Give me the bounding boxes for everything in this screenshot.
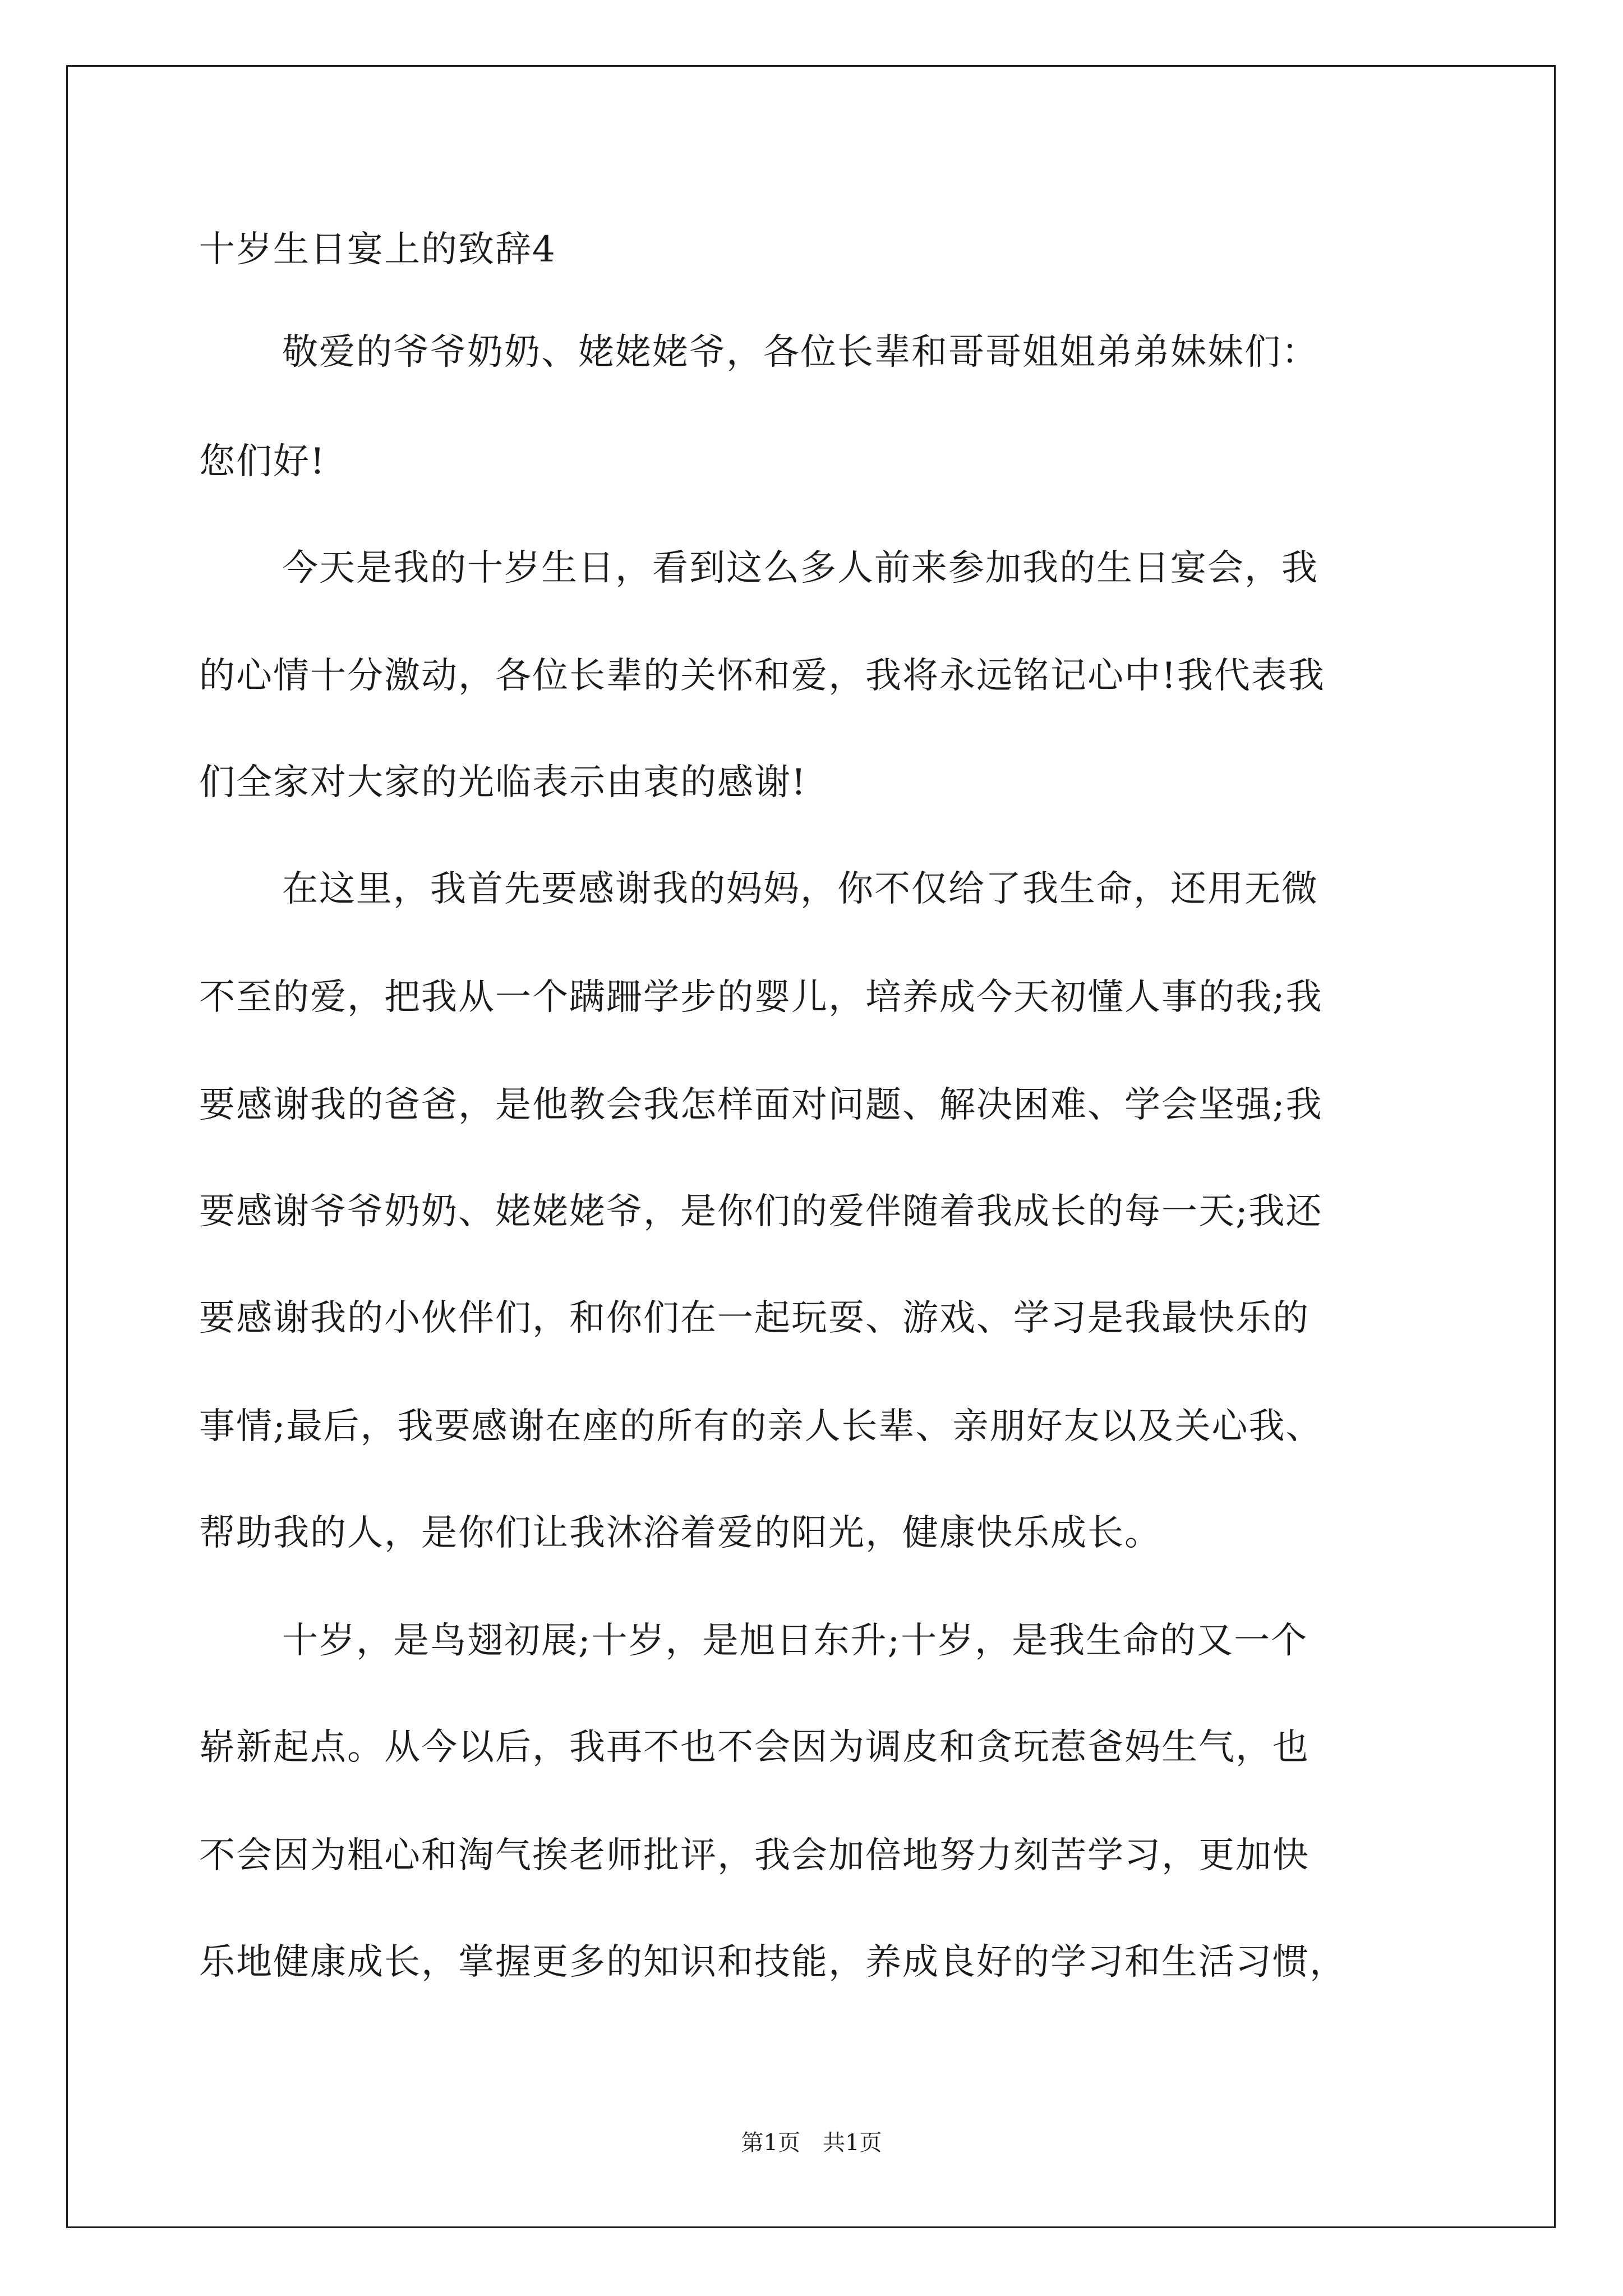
paragraph-line: 敬爱的爷爷奶奶、姥姥姥爷，各位长辈和哥哥姐姐弟弟妹妹们： [282, 332, 1318, 373]
paragraph-line: 要感谢我的爸爸，是他教会我怎样面对问题、解决困难、学会坚强;我 [199, 1084, 1323, 1126]
paragraph-line: 十岁，是鸟翅初展;十岁，是旭日东升;十岁，是我生命的又一个 [282, 1620, 1308, 1662]
paragraph-line: 在这里，我首先要感谢我的妈妈，你不仅给了我生命，还用无微 [282, 868, 1318, 910]
paragraph-line: 今天是我的十岁生日，看到这么多人前来参加我的生日宴会，我 [282, 547, 1318, 589]
paragraph-line: 您们好! [199, 441, 326, 482]
paragraph-line: 乐地健康成长，掌握更多的知识和技能，养成良好的学习和生活习惯， [199, 1941, 1347, 1983]
paragraph-line: 的心情十分激动，各位长辈的关怀和爱，我将永远铭记心中!我代表我 [199, 655, 1325, 697]
paragraph-line: 不至的爱，把我从一个蹒跚学步的婴儿，培养成今天初懂人事的我;我 [199, 977, 1323, 1018]
page-border [66, 65, 1556, 2228]
page-footer: 第1页 共1页 [741, 2130, 882, 2156]
paragraph-line: 崭新起点。从今以后，我再不也不会因为调皮和贪玩惹爸妈生气，也 [199, 1727, 1310, 1768]
paragraph-line: 事情;最后，我要感谢在座的所有的亲人长辈、亲朋好友以及关心我、 [199, 1406, 1323, 1447]
document-title: 十岁生日宴上的致辞4 [199, 229, 556, 270]
paragraph-line: 不会因为粗心和淘气挨老师批评，我会加倍地努力刻苦学习，更加快 [199, 1835, 1310, 1876]
paragraph-line: 要感谢爷爷奶奶、姥姥姥爷，是你们的爱伴随着我成长的每一天;我还 [199, 1191, 1323, 1232]
paragraph-line: 帮助我的人，是你们让我沐浴着爱的阳光，健康快乐成长。 [199, 1512, 1161, 1554]
paragraph-line: 要感谢我的小伙伴们，和你们在一起玩耍、游戏、学习是我最快乐的 [199, 1297, 1310, 1339]
paragraph-line: 们全家对大家的光临表示由衷的感谢! [199, 762, 807, 803]
